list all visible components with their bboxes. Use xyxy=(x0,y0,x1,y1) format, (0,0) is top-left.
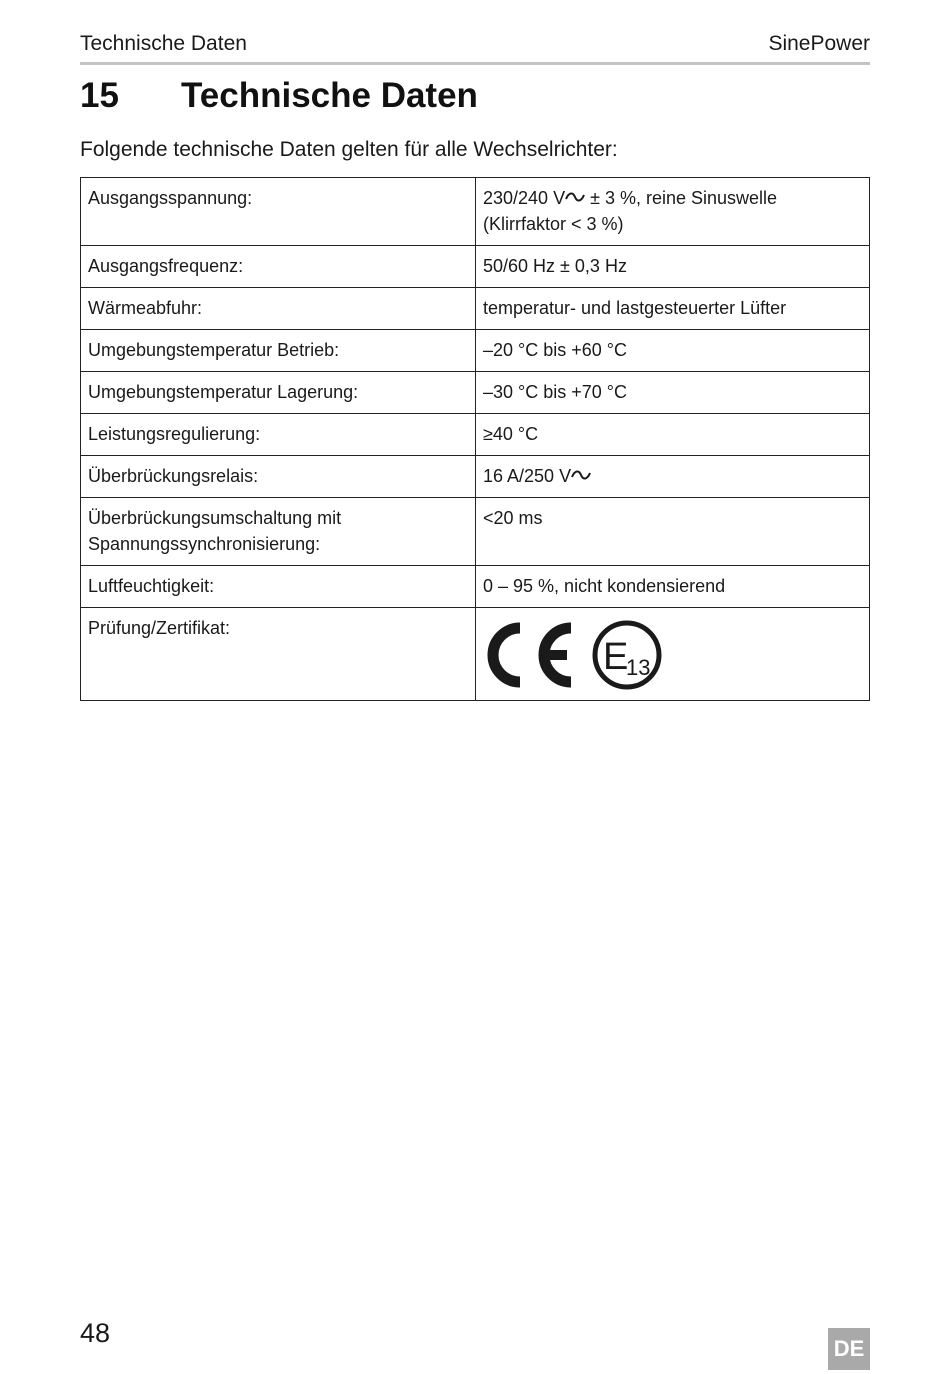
header-section-title: Technische Daten xyxy=(80,32,247,55)
spec-value: ≥40 °C xyxy=(476,414,870,456)
intro-text: Folgende technische Daten gelten für alle Wechselrichter: xyxy=(80,138,618,161)
spec-label: Überbrückungsumschaltung mit Spannungssynchronisierung: xyxy=(81,498,476,566)
spec-value-marks xyxy=(476,608,870,701)
spec-label: Ausgangsfrequenz: xyxy=(81,246,476,288)
table-row xyxy=(81,178,870,246)
spec-label: Leistungsregulierung: xyxy=(81,414,476,456)
table-row xyxy=(81,608,870,701)
spec-label: Ausgangsspannung: xyxy=(81,178,476,246)
spec-value: 50/60 Hz ± 0,3 Hz xyxy=(476,246,870,288)
table-row xyxy=(81,498,870,566)
chapter-number: 15 xyxy=(80,76,119,115)
header-product-name: SinePower xyxy=(768,32,870,55)
e13-mark-icon xyxy=(591,619,663,691)
table-row xyxy=(81,372,870,414)
spec-value: 230/240 V ± 3 %, reine Sinuswelle (Klirrfaktor < 3 %) xyxy=(476,178,870,246)
ac-wave-icon xyxy=(565,191,585,203)
chapter-title: Technische Daten xyxy=(181,76,478,115)
ce-mark-icon xyxy=(483,621,577,689)
table-row xyxy=(81,330,870,372)
spec-value: 0 – 95 %, nicht kondensierend xyxy=(476,566,870,608)
table-row xyxy=(81,288,870,330)
certification-marks xyxy=(483,619,862,691)
svg-text:E: E xyxy=(603,636,629,678)
spec-label: Überbrückungsrelais: xyxy=(81,456,476,498)
spec-value: –20 °C bis +60 °C xyxy=(476,330,870,372)
spec-table xyxy=(80,177,870,701)
spec-label: Prüfung/Zertifikat: xyxy=(81,608,476,701)
spec-label: Wärmeabfuhr: xyxy=(81,288,476,330)
spec-value: 16 A/250 V xyxy=(476,456,870,498)
table-row xyxy=(81,456,870,498)
table-row xyxy=(81,246,870,288)
ac-wave-icon xyxy=(571,469,591,481)
spec-value: –30 °C bis +70 °C xyxy=(476,372,870,414)
spec-value: <20 ms xyxy=(476,498,870,566)
header-divider xyxy=(80,62,870,65)
spec-label: Umgebungstemperatur Lagerung: xyxy=(81,372,476,414)
table-row xyxy=(81,566,870,608)
page-number: 48 xyxy=(80,1318,111,1348)
running-header xyxy=(80,32,870,60)
language-tab: DE xyxy=(828,1328,870,1370)
spec-value: temperatur- und lastgesteuerter Lüfter xyxy=(476,288,870,330)
table-row xyxy=(81,414,870,456)
svg-text:13: 13 xyxy=(626,655,651,680)
spec-label: Luftfeuchtigkeit: xyxy=(81,566,476,608)
spec-label: Umgebungstemperatur Betrieb: xyxy=(81,330,476,372)
